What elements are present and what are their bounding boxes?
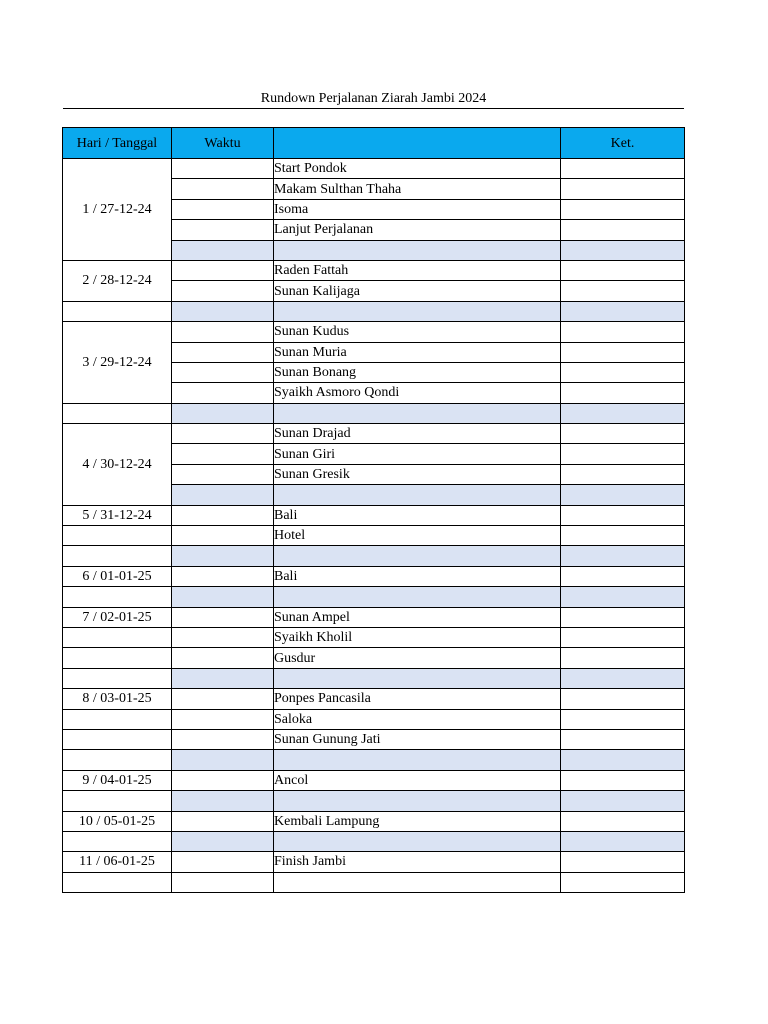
day-cell: 9 / 04-01-25	[63, 770, 172, 790]
note-cell	[561, 872, 685, 892]
table-row	[63, 607, 685, 627]
time-cell	[172, 403, 274, 423]
separator-row	[63, 668, 685, 688]
table-row	[63, 648, 685, 668]
note-cell	[561, 648, 685, 668]
activity-cell: Sunan Kudus	[274, 322, 561, 342]
note-cell	[561, 199, 685, 219]
activity-cell: Sunan Giri	[274, 444, 561, 464]
note-cell	[561, 791, 685, 811]
rundown-table	[62, 127, 685, 893]
activity-cell	[274, 587, 561, 607]
time-cell	[172, 709, 274, 729]
day-cell: 10 / 05-01-25	[63, 811, 172, 831]
table-row	[63, 566, 685, 586]
note-cell	[561, 729, 685, 749]
note-cell	[561, 159, 685, 179]
activity-cell: Hotel	[274, 526, 561, 546]
day-cell: 5 / 31-12-24	[63, 505, 172, 525]
note-cell	[561, 260, 685, 280]
activity-cell: Makam Sulthan Thaha	[274, 179, 561, 199]
note-cell	[561, 485, 685, 505]
table-row	[63, 260, 685, 280]
day-cell: 3 / 29-12-24	[63, 322, 172, 404]
time-cell	[172, 770, 274, 790]
activity-cell: Sunan Gresik	[274, 464, 561, 484]
day-cell	[63, 301, 172, 321]
note-cell	[561, 750, 685, 770]
time-cell	[172, 750, 274, 770]
note-cell	[561, 546, 685, 566]
activity-cell: Kembali Lampung	[274, 811, 561, 831]
activity-cell: Finish Jambi	[274, 852, 561, 872]
day-cell: 2 / 28-12-24	[63, 260, 172, 301]
day-cell: 4 / 30-12-24	[63, 424, 172, 506]
time-cell	[172, 852, 274, 872]
activity-cell: Syaikh Kholil	[274, 627, 561, 647]
time-cell	[172, 729, 274, 749]
activity-cell: Ancol	[274, 770, 561, 790]
time-cell	[172, 627, 274, 647]
note-cell	[561, 526, 685, 546]
separator-row	[63, 791, 685, 811]
day-cell	[63, 403, 172, 423]
note-cell	[561, 444, 685, 464]
activity-cell: Start Pondok	[274, 159, 561, 179]
time-cell	[172, 464, 274, 484]
day-cell: 8 / 03-01-25	[63, 689, 172, 709]
time-cell	[172, 301, 274, 321]
time-cell	[172, 526, 274, 546]
day-cell: 6 / 01-01-25	[63, 566, 172, 586]
time-cell	[172, 791, 274, 811]
activity-cell	[274, 240, 561, 260]
activity-cell: Saloka	[274, 709, 561, 729]
header-note: Ket.	[561, 128, 685, 159]
activity-cell: Syaikh Asmoro Qondi	[274, 383, 561, 403]
note-cell	[561, 770, 685, 790]
activity-cell	[274, 668, 561, 688]
activity-cell: Isoma	[274, 199, 561, 219]
table-row	[63, 872, 685, 892]
day-cell: 1 / 27-12-24	[63, 159, 172, 261]
time-cell	[172, 322, 274, 342]
time-cell	[172, 362, 274, 382]
header-day: Hari / Tanggal	[63, 128, 172, 159]
note-cell	[561, 505, 685, 525]
note-cell	[561, 383, 685, 403]
separator-row	[63, 587, 685, 607]
note-cell	[561, 668, 685, 688]
time-cell	[172, 485, 274, 505]
activity-cell	[274, 301, 561, 321]
time-cell	[172, 383, 274, 403]
header-activity	[274, 128, 561, 159]
table-row	[63, 852, 685, 872]
day-cell	[63, 668, 172, 688]
activity-cell	[274, 750, 561, 770]
time-cell	[172, 199, 274, 219]
note-cell	[561, 587, 685, 607]
note-cell	[561, 179, 685, 199]
separator-row	[63, 546, 685, 566]
time-cell	[172, 281, 274, 301]
activity-cell: Sunan Gunung Jati	[274, 729, 561, 749]
note-cell	[561, 342, 685, 362]
note-cell	[561, 607, 685, 627]
table-row	[63, 709, 685, 729]
table-row	[63, 505, 685, 525]
table-row	[63, 627, 685, 647]
note-cell	[561, 240, 685, 260]
time-cell	[172, 546, 274, 566]
activity-cell	[274, 403, 561, 423]
note-cell	[561, 566, 685, 586]
note-cell	[561, 852, 685, 872]
day-cell	[63, 526, 172, 546]
time-cell	[172, 587, 274, 607]
table-row	[63, 770, 685, 790]
activity-cell	[274, 872, 561, 892]
time-cell	[172, 607, 274, 627]
note-cell	[561, 811, 685, 831]
separator-row	[63, 831, 685, 851]
separator-row	[63, 301, 685, 321]
time-cell	[172, 566, 274, 586]
time-cell	[172, 179, 274, 199]
note-cell	[561, 220, 685, 240]
table-row	[63, 811, 685, 831]
day-cell	[63, 872, 172, 892]
activity-cell: Sunan Ampel	[274, 607, 561, 627]
table-row	[63, 322, 685, 342]
table-row	[63, 729, 685, 749]
activity-cell: Sunan Bonang	[274, 362, 561, 382]
day-cell	[63, 627, 172, 647]
day-cell	[63, 546, 172, 566]
table-body	[63, 159, 685, 893]
note-cell	[561, 689, 685, 709]
activity-cell: Raden Fattah	[274, 260, 561, 280]
note-cell	[561, 322, 685, 342]
time-cell	[172, 220, 274, 240]
time-cell	[172, 811, 274, 831]
time-cell	[172, 424, 274, 444]
day-cell	[63, 750, 172, 770]
day-cell	[63, 791, 172, 811]
header-time: Waktu	[172, 128, 274, 159]
time-cell	[172, 240, 274, 260]
day-cell	[63, 831, 172, 851]
separator-row	[63, 403, 685, 423]
activity-cell: Lanjut Perjalanan	[274, 220, 561, 240]
time-cell	[172, 831, 274, 851]
time-cell	[172, 444, 274, 464]
note-cell	[561, 403, 685, 423]
day-cell	[63, 729, 172, 749]
time-cell	[172, 505, 274, 525]
time-cell	[172, 159, 274, 179]
note-cell	[561, 831, 685, 851]
day-cell: 7 / 02-01-25	[63, 607, 172, 627]
note-cell	[561, 627, 685, 647]
table-row	[63, 689, 685, 709]
note-cell	[561, 362, 685, 382]
note-cell	[561, 709, 685, 729]
table-header-row	[63, 128, 685, 159]
table-row	[63, 424, 685, 444]
time-cell	[172, 668, 274, 688]
separator-row	[63, 750, 685, 770]
activity-cell	[274, 791, 561, 811]
activity-cell: Gusdur	[274, 648, 561, 668]
day-cell	[63, 587, 172, 607]
activity-cell: Bali	[274, 505, 561, 525]
note-cell	[561, 464, 685, 484]
activity-cell: Ponpes Pancasila	[274, 689, 561, 709]
time-cell	[172, 260, 274, 280]
activity-cell: Bali	[274, 566, 561, 586]
day-cell	[63, 648, 172, 668]
activity-cell	[274, 485, 561, 505]
activity-cell	[274, 546, 561, 566]
time-cell	[172, 648, 274, 668]
note-cell	[561, 281, 685, 301]
activity-cell: Sunan Muria	[274, 342, 561, 362]
time-cell	[172, 689, 274, 709]
time-cell	[172, 342, 274, 362]
page-title: Rundown Perjalanan Ziarah Jambi 2024	[63, 89, 684, 109]
day-cell: 11 / 06-01-25	[63, 852, 172, 872]
note-cell	[561, 301, 685, 321]
table-row	[63, 526, 685, 546]
activity-cell: Sunan Drajad	[274, 424, 561, 444]
note-cell	[561, 424, 685, 444]
time-cell	[172, 872, 274, 892]
activity-cell: Sunan Kalijaga	[274, 281, 561, 301]
table-row	[63, 159, 685, 179]
activity-cell	[274, 831, 561, 851]
day-cell	[63, 709, 172, 729]
